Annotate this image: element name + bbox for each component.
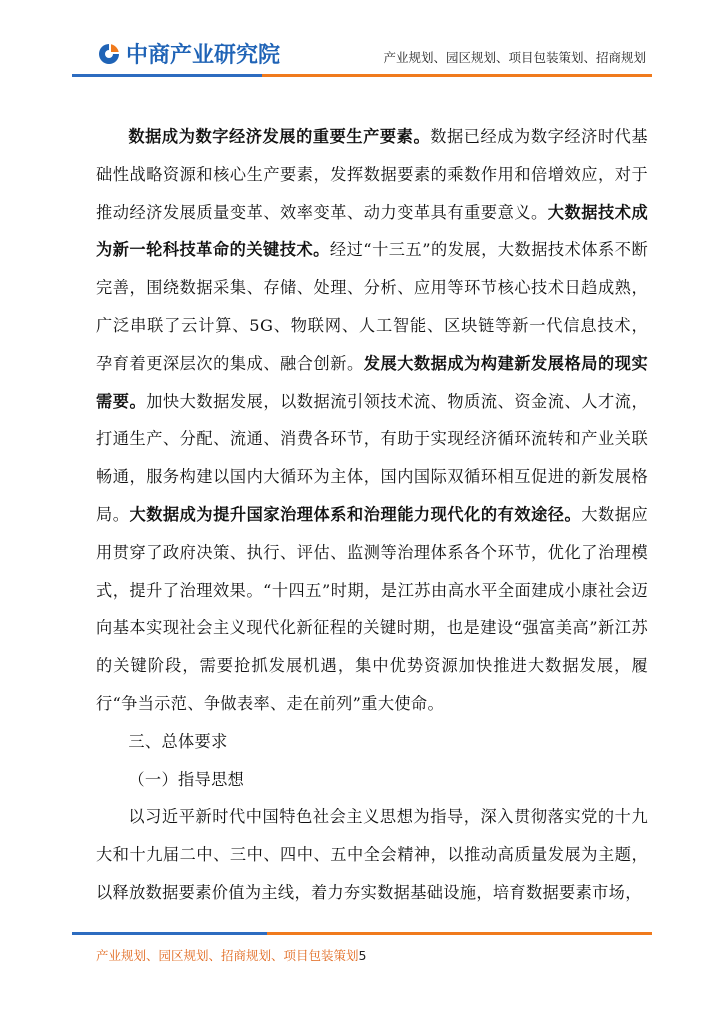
paragraph-text-2: 经过“十三五”的发展，大数据技术体系不断完善，围绕数据采集、存储、处理、分析、应用等环节核心技术日趋成熟，广泛串联了云计算、5G、物联网、人工智能、区块链等新一代信息技术，孕育着更深层次的集成、融合创新。 xyxy=(96,240,648,373)
page-number: 5 xyxy=(358,948,367,963)
bold-phrase-3: 发展大数据成为构建新发展格局的现实需要。 xyxy=(96,353,648,411)
document-body xyxy=(96,118,648,912)
bold-phrase-2: 大数据技术成为新一轮科技革命的关键技术。 xyxy=(96,202,648,260)
footer-tagline: 产业规划、园区规划、招商规划、项目包装策划 xyxy=(96,948,359,963)
logo xyxy=(96,38,280,69)
paragraph-data-importance xyxy=(96,118,648,723)
header-tagline: 产业规划、园区规划、项目包装策划、招商规划 xyxy=(383,50,646,65)
bold-phrase-4: 大数据成为提升国家治理体系和治理能力现代化的有效途径。 xyxy=(129,504,582,524)
logo-text: 中商产业研究院 xyxy=(126,43,281,68)
paragraph-text-1: 数据已经成为数字经济时代基础性战略资源和核心生产要素，发挥数据要素的乘数作用和倍增效应，对于推动经济发展质量变革、效率变革、动力变革具有重要意义。 xyxy=(96,127,648,222)
subsection-heading: （一）指导思想 xyxy=(128,769,245,789)
section-heading: 三、总体要求 xyxy=(128,731,228,751)
paragraph-text-4: 大数据应用贯穿了政府决策、执行、评估、监测等治理体系各个环节，优化了治理模式，提升了治理效果。“十四五”时期，是江苏由高水平全面建成小康社会迈向基本实现社会主义现代化新征程的关键时期，也是建设“强富美高”新江苏的关键阶段，需要抢抓发展机遇，集中优势资源加快推进大数据发展，履行“争当示范、争做表率、走在前列”重大使命。 xyxy=(96,504,649,713)
header-divider-blue xyxy=(72,74,262,77)
logo-icon xyxy=(96,41,122,67)
header-divider-orange xyxy=(262,74,652,77)
page-header xyxy=(0,0,724,90)
footer-divider-orange xyxy=(267,932,652,935)
paragraph-text-3: 加快大数据发展，以数据流引领技术流、物质流、资金流、人才流，打通生产、分配、流通、消费各环节，有助于实现经济循环流转和产业关联畅通，服务构建以国内大循环为主体，国内国际双循环相互促进的新发展格局。 xyxy=(96,391,648,524)
page-footer xyxy=(96,946,366,964)
bold-phrase-1: 数据成为数字经济发展的重要生产要素。 xyxy=(128,127,431,146)
paragraph-guiding-ideology: 以习近平新时代中国特色社会主义思想为指导，深入贯彻落实党的十九大和十九届二中、三中、四中、五中全会精神，以推动高质量发展为主题，以释放数据要素价值为主线，着力夯实数据基础设施，培育数据要素市场， xyxy=(96,807,648,902)
footer-divider-blue xyxy=(72,932,267,935)
